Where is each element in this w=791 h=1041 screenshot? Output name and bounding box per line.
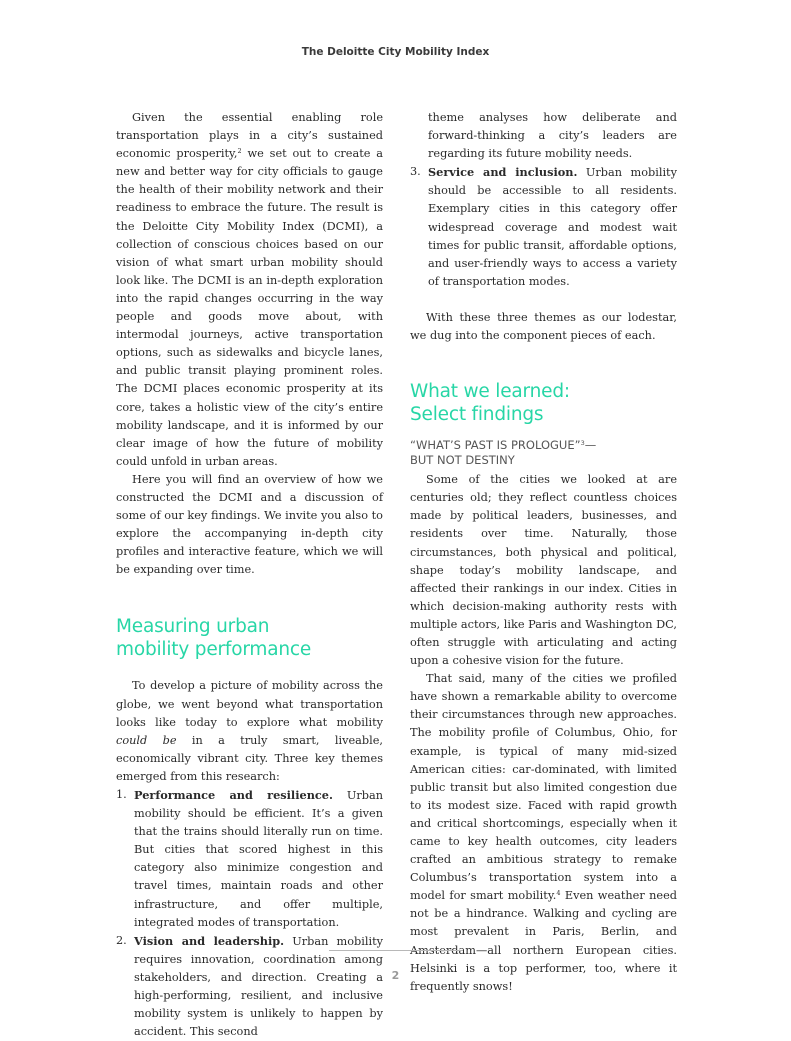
right-column bbox=[410, 109, 677, 996]
footnote-ref-2[interactable]: 2 bbox=[237, 147, 242, 156]
page-number: 2 bbox=[391, 969, 400, 982]
findings-paragraph-2: That said, many of the cities we profiled have shown a remarkable ability to overcome their circumstances through new approaches. The mobility profile of Columbus, Ohio, for example, is typical of many mid-sized American cities: car-dominated, with limited public transit but also limited congestion due to its modest size. Faced with rapid growth and critical shortcomings, especially when it came to key health outcomes, city leaders crafted an ambitious strategy to remake Columbus’s transportation system into a model for smart mobility.$^4$ Even weather need not be a hindrance. Walking and cycling are most prevalent in Paris, Berlin, and Amsterdam—all northern European cities. Helsinki is a top performer, too, where it frequently snows! bbox=[410, 672, 678, 993]
section1-paragraph: To develop a picture of mobility across the globe, we went beyond what transportation looks like today to explore what mobility could be in a truly smart, liveable, economically vibrant city. Three key themes emerged from this research: bbox=[116, 679, 383, 783]
theme-item-2-continued: theme analyses how deliberate and forward-thinking a city’s leaders are regarding its future mobility needs. bbox=[428, 111, 677, 161]
section-heading-what-we-learned: What we learned: Select findings bbox=[410, 381, 570, 425]
theme-item-2: 2. Vision and leadership. Urban mobility requires innovation, coordination among stakeholders, and direction. Creating a high-performing, resilient, and inclusive mobility system is unlikely to happen by accident. This second bbox=[116, 933, 383, 1039]
themes-list bbox=[116, 786, 383, 1041]
findings-paragraph-1: Some of the cities we looked at are centuries old; they reflect countless choices made by political leaders, businesses, and residents over time. Naturally, those circumstances, both physical and political, shape today’s mobility landscape, and affected their rankings in our index. Cities in which decision-making authority rests with multiple actors, like Paris and Washington DC, often struggle with articulating and acting upon a cohesive vision for the future. bbox=[410, 473, 677, 668]
theme-item-1: 1. Performance and resilience. Urban mobility should be efficient. It’s a given that the trains should literally run on time. But cities that scored highest in this category also minimize congestion and travel times, maintain roads and other infrastructure, and offer multiple, integrated modes of transportation. bbox=[116, 788, 383, 929]
intro-paragraph-1: Given the essential enabling role transportation plays in a city’s sustained economic prosperity,$^2$ we set out to create a new and better way for city officials to gauge the health of their mobility network and their readiness to embrace the future. The result is the Deloitte City Mobility Index (DCMI), a collection of conscious choices based on our vision of what smart urban mobility should look like. The DCMI is an in-depth exploration into the rapid changes occurring in the way people and goods move about, with intermodal journeys, active transportation options, such as sidewalks and bicycle lanes, and public transit playing prominent roles. The DCMI places economic prosperity at its core, takes a holistic view of the city’s entire mobility landscape, and it is informed by our clear image of how the future of mobility could unfold in urban areas. bbox=[116, 111, 383, 468]
left-column bbox=[116, 109, 383, 1041]
footnote-ref-4[interactable]: 4 bbox=[556, 889, 561, 898]
footnote-ref-3[interactable]: 3 bbox=[580, 439, 585, 448]
subsection-heading: “WHAT’S PAST IS PROLOGUE”$^3$— BUT NOT DESTINY bbox=[410, 438, 597, 468]
lodestar-paragraph: With these three themes as our lodestar, we dug into the component pieces of each. bbox=[410, 310, 677, 343]
footer-divider bbox=[329, 950, 463, 951]
running-header: The Deloitte City Mobility Index bbox=[301, 46, 490, 58]
intro-paragraph-2: Here you will find an overview of how we constructed the DCMI and a discussion of some of our key findings. We invite you also to explore the accompanying in-depth city profiles and interactive feature, which we will be expanding over time. bbox=[116, 472, 383, 577]
themes-list-continued bbox=[410, 109, 677, 291]
section-heading-measuring: Measuring urban mobility performance bbox=[116, 616, 312, 660]
theme-item-3: 3. Service and inclusion. Urban mobility should be accessible to all residents. Exemplary cities in this category offer widespread coverage and modest wait times for public transit, affordable options, and user-friendly ways to access a variety of transportation modes. bbox=[410, 165, 677, 288]
